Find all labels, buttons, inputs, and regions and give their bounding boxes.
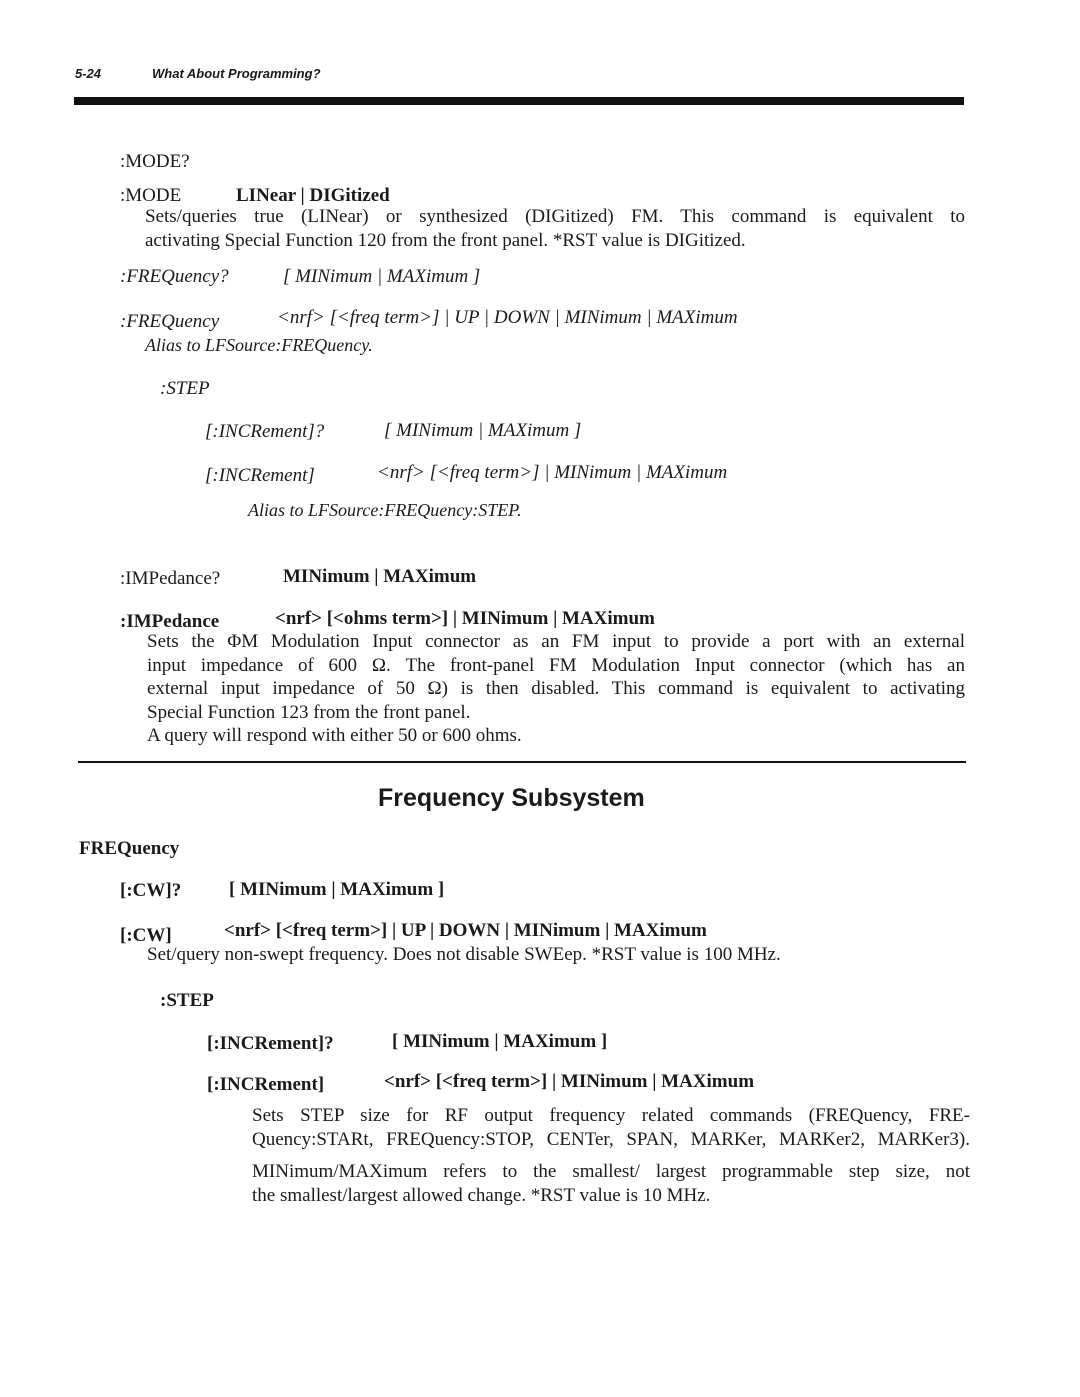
mode-description bbox=[145, 205, 965, 252]
lf-step-alias: Alias to LFSource:FREQuency:STEP. bbox=[248, 500, 522, 520]
cw-command-args: <nrf> [<freq term>] | UP | DOWN | MINimum | MAXimum bbox=[224, 920, 707, 941]
impedance-desc-line-5: A query will respond with either 50 or 600 ohms. bbox=[147, 725, 522, 746]
mode-desc-line-2: activating Special Function 120 from the front panel. *RST value is DIGitized. bbox=[145, 229, 746, 251]
lf-freq-alias: Alias to LFSource:FREQuency. bbox=[145, 335, 373, 355]
impedance-desc-line-3: external input impedance of 50 Ω) is then disabled. This command is equivalent to activating bbox=[147, 678, 965, 699]
cw-query: [:CW]? bbox=[120, 880, 182, 901]
lf-incr-query: [:INCRement]? bbox=[205, 421, 325, 442]
impedance-command-args: <nrf> [<ohms term>] | MINimum | MAXimum bbox=[275, 608, 655, 629]
section-rule bbox=[78, 761, 966, 763]
cw-description: Set/query non-swept frequency. Does not disable SWEep. *RST value is 100 MHz. bbox=[147, 944, 781, 965]
lf-incr-command: [:INCRement] bbox=[205, 465, 315, 486]
freq-incr-command: [:INCRement] bbox=[207, 1074, 325, 1095]
impedance-desc-line-4: Special Function 123 from the front panel. bbox=[147, 701, 471, 723]
page-number: 5-24 bbox=[75, 66, 102, 81]
lf-freq-command: :FREQuency bbox=[120, 311, 220, 332]
freq-incr-description-2 bbox=[252, 1160, 970, 1207]
lf-step: :STEP bbox=[160, 378, 210, 399]
freq-step: :STEP bbox=[160, 990, 214, 1011]
impedance-command: :IMPedance bbox=[120, 611, 220, 632]
freq-incr-command-args: <nrf> [<freq term>] | MINimum | MAXimum bbox=[384, 1071, 755, 1092]
lf-freq-query-args: [ MINimum | MAXimum ] bbox=[283, 266, 481, 287]
lf-freq-query: :FREQuency? bbox=[120, 266, 229, 287]
mode-args: LINear | DIGitized bbox=[236, 185, 390, 206]
freq-incr-query-args: [ MINimum | MAXimum ] bbox=[392, 1031, 608, 1052]
mode-desc-line-1: Sets/queries true (LINear) or synthesized (DIGitized) FM. This command is equivalent to bbox=[145, 206, 965, 227]
mode-command: :MODE bbox=[120, 185, 182, 206]
mode-query: :MODE? bbox=[120, 151, 190, 172]
chapter-title: What About Programming? bbox=[152, 66, 321, 81]
header-rule bbox=[74, 97, 964, 105]
impedance-description bbox=[147, 630, 965, 748]
impedance-query: :IMPedance? bbox=[120, 568, 221, 589]
lf-incr-command-args: <nrf> [<freq term>] | MINimum | MAXimum bbox=[377, 462, 728, 483]
lf-freq-command-args: <nrf> [<freq term>] | UP | DOWN | MINimum | MAXimum bbox=[277, 307, 738, 328]
cw-command: [:CW] bbox=[120, 925, 172, 946]
freq-incr-desc-line-4: the smallest/largest allowed change. *RST value is 10 MHz. bbox=[252, 1184, 711, 1206]
impedance-desc-line-1: Sets the ΦM Modulation Input connector as an FM input to provide a port with an external bbox=[147, 631, 965, 652]
section-title: Frequency Subsystem bbox=[378, 784, 645, 812]
freq-incr-description-1 bbox=[252, 1104, 970, 1151]
freq-incr-desc-line-3: MINimum/MAXimum refers to the smallest/ largest programmable step size, not bbox=[252, 1161, 970, 1182]
cw-query-args: [ MINimum | MAXimum ] bbox=[229, 879, 445, 900]
freq-root: FREQuency bbox=[79, 838, 180, 859]
freq-incr-desc-line-1: Sets STEP size for RF output frequency related commands (FREQuency, FRE- bbox=[252, 1105, 970, 1126]
impedance-desc-line-2: input impedance of 600 Ω. The front-panel FM Modulation Input connector (which has an bbox=[147, 654, 965, 676]
freq-incr-query: [:INCRement]? bbox=[207, 1033, 334, 1054]
freq-incr-desc-line-2: Quency:STARt, FREQuency:STOP, CENTer, SPAN, MARKer, MARKer2, MARKer3). bbox=[252, 1128, 970, 1150]
impedance-query-args: MINimum | MAXimum bbox=[283, 566, 477, 587]
lf-incr-query-args: [ MINimum | MAXimum ] bbox=[384, 420, 582, 441]
